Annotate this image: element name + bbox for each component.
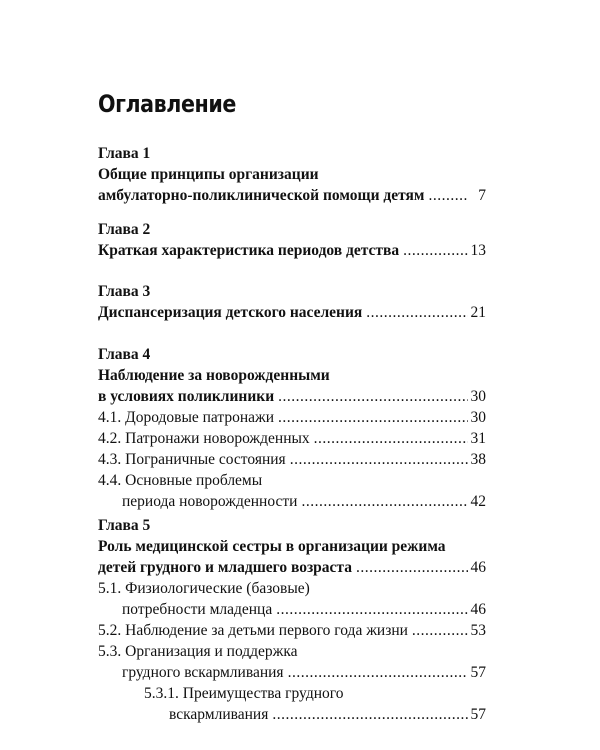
- toc-entry-text: потребности младенца: [122, 601, 273, 618]
- toc-entry[interactable]: [98, 386, 486, 407]
- chapter-label: Глава 3: [98, 283, 151, 300]
- dot-leader: [278, 386, 468, 407]
- dot-leader: [301, 491, 468, 512]
- toc-chapter-1: [98, 143, 486, 206]
- toc-entry-text: 5.2. Наблюдение за детьми первого года жизни: [98, 622, 408, 639]
- toc-section[interactable]: [98, 620, 486, 641]
- toc-entry[interactable]: [98, 185, 486, 206]
- toc-subsection[interactable]: [98, 683, 486, 704]
- toc-entry-text: периода новорожденности: [122, 493, 298, 510]
- dot-leader: [278, 407, 468, 428]
- toc-title: Оглавление: [98, 90, 236, 118]
- toc-entry-text: Краткая характеристика периодов детства: [98, 242, 400, 259]
- toc-page-number: 42: [470, 493, 486, 510]
- toc-entry-text: вскармливания: [169, 706, 269, 723]
- toc-entry[interactable]: [98, 240, 486, 261]
- toc-section-cont[interactable]: [98, 599, 486, 620]
- toc-entry-text: 5.1. Физиологические (базовые): [98, 580, 310, 597]
- dot-leader: [428, 185, 468, 206]
- chapter-label: Глава 2: [98, 221, 151, 238]
- dot-leader: [290, 449, 468, 470]
- toc-entry[interactable]: [98, 302, 486, 323]
- toc-entry-text: амбулаторно-поликлинической помощи детям: [98, 187, 425, 204]
- toc-entry-text: 4.2. Патронажи новорожденных: [98, 430, 310, 447]
- toc-section[interactable]: [98, 470, 486, 491]
- dot-leader: [403, 240, 468, 261]
- toc-section[interactable]: [98, 641, 486, 662]
- toc-entry-text: 4.3. Пограничные состояния: [98, 451, 286, 468]
- toc-section[interactable]: [98, 449, 486, 470]
- toc-entry-text: 5.3.1. Преимущества грудного: [144, 685, 344, 702]
- toc-page-number: 7: [478, 187, 486, 204]
- toc-page-number: 30: [470, 388, 486, 405]
- toc-subsection-cont[interactable]: [98, 704, 486, 725]
- toc-entry-text: грудного вскармливания: [122, 664, 284, 681]
- toc-entry[interactable]: [98, 536, 486, 557]
- toc-section-cont[interactable]: [98, 662, 486, 683]
- toc-chapter-5: [98, 515, 486, 725]
- dot-leader: [366, 302, 468, 323]
- toc-entry[interactable]: [98, 557, 486, 578]
- toc-entry-text: 4.4. Основные проблемы: [98, 472, 263, 489]
- toc-entry-text: 5.3. Организация и поддержка: [98, 643, 298, 660]
- toc-page-number: 57: [470, 664, 486, 681]
- toc-chapter-2: [98, 219, 486, 261]
- toc-entry-text: в условиях поликлиники: [98, 388, 275, 405]
- toc-page-number: 46: [470, 601, 486, 618]
- dot-leader: [412, 620, 468, 641]
- toc-chapter-4: [98, 344, 486, 512]
- chapter-label: Глава 1: [98, 145, 151, 162]
- toc-page-number: 46: [470, 559, 486, 576]
- toc-page-number: 30: [470, 409, 486, 426]
- dot-leader: [356, 557, 468, 578]
- toc-entry-text: Диспансеризация детского населения: [98, 304, 363, 321]
- toc-entry[interactable]: [98, 365, 486, 386]
- dot-leader: [272, 704, 468, 725]
- toc-section[interactable]: [98, 407, 486, 428]
- toc-page-number: 13: [470, 242, 486, 259]
- toc-entry-text: Общие принципы организации: [98, 166, 319, 183]
- dot-leader: [288, 662, 468, 683]
- toc-section[interactable]: [98, 428, 486, 449]
- toc-entry-text: Роль медицинской сестры в организации режима: [98, 538, 446, 555]
- toc-page-number: 53: [470, 622, 486, 639]
- dot-leader: [276, 599, 468, 620]
- toc-page-number: 57: [470, 706, 486, 723]
- toc-page-number: 38: [470, 451, 486, 468]
- toc-section-cont[interactable]: [98, 491, 486, 512]
- chapter-label: Глава 5: [98, 517, 151, 534]
- toc-entry[interactable]: [98, 164, 486, 185]
- toc-entry-text: детей грудного и младшего возраста: [98, 559, 352, 576]
- toc-entry-text: 4.1. Дородовые патронажи: [98, 409, 275, 426]
- toc-chapter-3: [98, 281, 486, 323]
- toc-section[interactable]: [98, 578, 486, 599]
- toc-entry-text: Наблюдение за новорожденными: [98, 367, 330, 384]
- toc-page-number: 31: [470, 430, 486, 447]
- dot-leader: [314, 428, 468, 449]
- chapter-label: Глава 4: [98, 346, 151, 363]
- toc-page-number: 21: [470, 304, 486, 321]
